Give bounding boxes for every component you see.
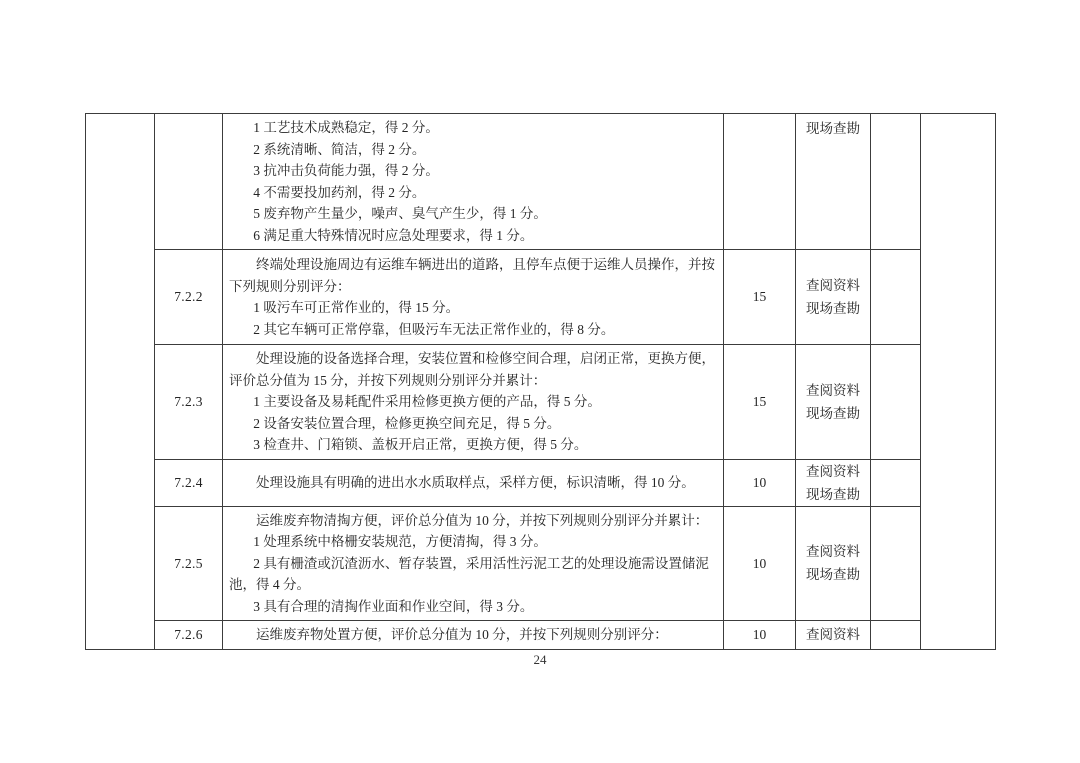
method-line: 现场查勘 — [806, 405, 860, 421]
score-cell: 10 — [724, 506, 796, 621]
category-cell — [86, 114, 155, 650]
clause-number-cell: 7.2.5 — [155, 506, 223, 621]
blank-cell — [871, 114, 921, 250]
criteria-paragraph: 处理设施的设备选择合理，安装位置和检修空间合理，启闭正常，更换方便，评价总分值为 15 分，并按下列规则分别评分并累计： — [229, 351, 715, 388]
criteria-item: 2 系统清晰、简洁，得 2 分。 — [253, 141, 426, 157]
blank-cell — [871, 250, 921, 345]
table-row — [86, 459, 996, 506]
criteria-item: 3 抗冲击负荷能力强，得 2 分。 — [253, 163, 439, 178]
score-cell — [724, 114, 796, 250]
criteria-item: 4 不需要投加药剂，得 2 分。 — [253, 184, 426, 200]
clause-number-cell — [155, 114, 223, 250]
criteria-item: 1 吸污车可正常作业的，得 15 分。 — [253, 300, 460, 315]
method-line: 现场查勘 — [806, 121, 860, 136]
score-cell: 15 — [724, 250, 796, 345]
method-cell — [796, 459, 871, 506]
criteria-item: 2 设备安装位置合理，检修更换空间充足，得 5 分。 — [253, 415, 561, 431]
criteria-paragraph: 运维废弃物处置方便，评价总分值为 10 分，并按下列规则分别评分： — [256, 627, 668, 642]
method-line: 查阅资料 — [806, 382, 860, 398]
clause-number-cell: 7.2.2 — [155, 250, 223, 345]
score-cell: 10 — [724, 621, 796, 650]
clause-number-cell: 7.2.4 — [155, 459, 223, 506]
table-row — [86, 250, 996, 345]
blank-cell — [871, 621, 921, 650]
criteria-cell — [223, 506, 724, 621]
page-number: 24 — [533, 652, 547, 667]
method-line: 查阅资料 — [806, 463, 860, 479]
table-row — [86, 114, 996, 250]
method-cell — [796, 345, 871, 460]
clause-number-cell: 7.2.6 — [155, 621, 223, 650]
method-line: 现场查勘 — [806, 486, 860, 502]
method-line: 查阅资料 — [806, 627, 860, 643]
method-cell — [796, 621, 871, 650]
blank-cell — [871, 506, 921, 621]
evaluation-table — [85, 113, 996, 650]
method-cell — [796, 506, 871, 621]
criteria-item: 1 处理系统中格栅安装规范，方便清掏，得 3 分。 — [253, 534, 547, 549]
criteria-paragraph: 运维废弃物清掏方便，评价总分值为 10 分，并按下列规则分别评分并累计： — [256, 512, 709, 528]
score-cell: 10 — [724, 459, 796, 506]
method-line: 查阅资料 — [806, 278, 860, 293]
clause-number-cell: 7.2.3 — [155, 345, 223, 460]
criteria-item: 1 工艺技术成熟稳定，得 2 分。 — [253, 120, 439, 135]
criteria-item: 5 废弃物产生量少，噪声、臭气产生少，得 1 分。 — [253, 206, 547, 221]
table-row — [86, 345, 996, 460]
blank-cell — [871, 345, 921, 460]
criteria-item: 2 具有栅渣或沉渣沥水、暂存装置，采用活性污泥工艺的处理设施需设置储泥池，得 4 分。 — [229, 555, 709, 592]
score-cell: 15 — [724, 345, 796, 460]
criteria-cell — [223, 345, 724, 460]
criteria-cell — [223, 459, 724, 506]
criteria-cell — [223, 250, 724, 345]
method-cell — [796, 114, 871, 250]
criteria-paragraph: 终端处理设施周边有运维车辆进出的道路，且停车点便于运维人员操作，并按下列规则分别评分： — [229, 257, 715, 294]
criteria-paragraph: 处理设施具有明确的进出水水质取样点，采样方便，标识清晰，得 10 分。 — [256, 474, 695, 490]
method-cell — [796, 250, 871, 345]
criteria-item: 3 具有合理的清掏作业面和作业空间，得 3 分。 — [253, 598, 534, 614]
criteria-item: 1 主要设备及易耗配件采用检修更换方便的产品，得 5 分。 — [253, 394, 601, 409]
criteria-cell — [223, 114, 724, 250]
method-line: 现场查勘 — [806, 301, 860, 316]
remarks-cell — [921, 114, 996, 650]
table-row — [86, 621, 996, 650]
blank-cell — [871, 459, 921, 506]
criteria-item: 6 满足重大特殊情况时应急处理要求，得 1 分。 — [253, 227, 534, 243]
table-row — [86, 506, 996, 621]
method-line: 现场查勘 — [806, 567, 860, 583]
criteria-cell — [223, 621, 724, 650]
method-line: 查阅资料 — [806, 544, 860, 560]
criteria-item: 3 检查井、门箱锁、盖板开启正常，更换方便，得 5 分。 — [253, 437, 588, 452]
criteria-item: 2 其它车辆可正常停靠，但吸污车无法正常作业的，得 8 分。 — [253, 321, 615, 337]
